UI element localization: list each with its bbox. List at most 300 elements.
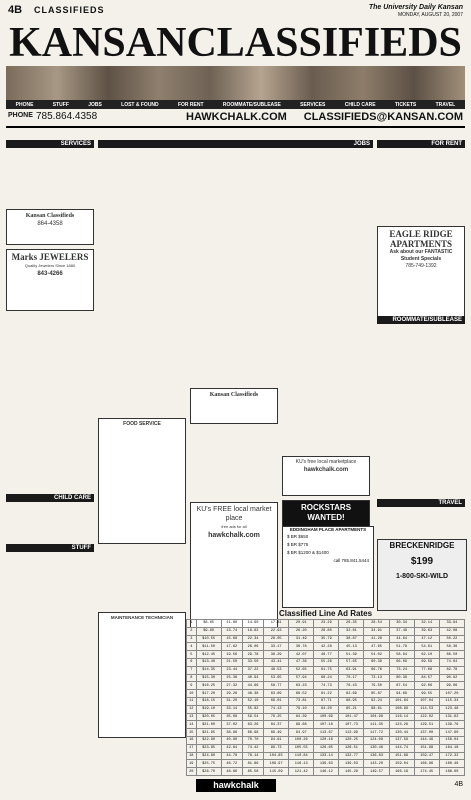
rate-cell: $9.60 xyxy=(196,627,221,635)
nav-jobs[interactable]: JOBS xyxy=(88,101,102,108)
rate-cell: 68.24 xyxy=(314,674,339,682)
rate-cell: 129.51 xyxy=(414,721,439,729)
rate-cell: 99.06 xyxy=(439,682,464,690)
rate-cell: 37.49 xyxy=(389,627,414,635)
rate-cell: 11 xyxy=(187,697,197,705)
rate-cell: $10.55 xyxy=(196,635,221,643)
rate-cell: 23.44 xyxy=(221,666,242,674)
rate-cell: 44.78 xyxy=(221,752,242,760)
rate-cell: 28.54 xyxy=(364,620,389,628)
rate-cell: 89.68 xyxy=(289,721,314,729)
rate-cell: 34.91 xyxy=(364,627,389,635)
rate-row xyxy=(187,643,465,651)
rate-cell: $19.10 xyxy=(196,705,221,713)
rate-cell: 33.17 xyxy=(264,643,289,651)
rate-row xyxy=(187,752,465,760)
rate-cell: 66.76 xyxy=(364,666,389,674)
rate-cell: 28.80 xyxy=(314,627,339,635)
rate-cell: 84.37 xyxy=(264,721,289,729)
rate-cell: 137.00 xyxy=(414,729,439,737)
rate-cell: $11.50 xyxy=(196,643,221,651)
rate-cell: 53.65 xyxy=(264,674,289,682)
rate-row xyxy=(187,674,465,682)
rate-cell: 73.81 xyxy=(289,697,314,705)
rate-cell: 22.34 xyxy=(242,635,263,643)
rate-cell: 120.25 xyxy=(339,736,364,744)
rate-cell: 15.68 xyxy=(221,635,242,643)
rate-cell: 133.14 xyxy=(314,752,339,760)
rate-cell: 74.64 xyxy=(439,658,464,666)
rate-cell: 85.58 xyxy=(242,768,263,776)
rate-cell: 2 xyxy=(187,627,197,635)
rate-cell: 29.26 xyxy=(221,690,242,698)
rate-cell: 130.46 xyxy=(364,744,389,752)
nav-lost-found[interactable]: LOST & FOUND xyxy=(121,101,159,108)
rate-cell: 95.21 xyxy=(339,705,364,713)
rate-cell: 57.94 xyxy=(289,674,314,682)
category-nav xyxy=(6,100,465,109)
phone-label: PHONE xyxy=(8,112,33,119)
eddingham-price-3: $ BR $1200 & $1400 xyxy=(287,550,329,555)
nav-roommate[interactable]: ROOMMATE/SUBLEASE xyxy=(222,101,281,108)
hawkchalk-link[interactable]: hawkchalk.com xyxy=(208,532,260,539)
rate-cell: 33.50 xyxy=(242,658,263,666)
rate-cell: 27.32 xyxy=(221,682,242,690)
breckenridge-phone: 1-800-SKI-WILD xyxy=(395,573,449,580)
email-link[interactable]: CLASSIFIEDS@KANSAN.COM xyxy=(303,111,463,123)
free-marketplace-small-ad xyxy=(282,456,370,496)
nav-phone[interactable]: PHONE xyxy=(15,101,34,108)
rate-cell: 30.34 xyxy=(389,620,414,628)
rate-cell: 41.28 xyxy=(364,635,389,643)
photo-strip xyxy=(6,66,465,102)
rate-cell: 107.20 xyxy=(439,690,464,698)
rate-cell: $21.95 xyxy=(196,729,221,737)
rate-cell: 17.62 xyxy=(221,643,242,651)
rate-cell: 6 xyxy=(187,658,197,666)
rate-cell: 81.86 xyxy=(242,760,263,768)
rate-cell: 3 xyxy=(187,635,197,643)
rate-cell: $13.40 xyxy=(196,658,221,666)
rate-table-title: Classified Line Ad Rates xyxy=(278,609,373,618)
eagle-ridge-title: EAGLE RIDGE APARTMENTS xyxy=(389,229,453,249)
rate-cell: 80.39 xyxy=(389,674,414,682)
rate-cell: 19 xyxy=(187,760,197,768)
kansan-box-title: Kansan Classifieds xyxy=(25,213,75,219)
rate-cell: 39.63 xyxy=(414,627,439,635)
column-2 xyxy=(98,152,186,768)
rate-cell: 48.38 xyxy=(242,690,263,698)
rate-cell: 4 xyxy=(187,643,197,651)
rate-cell: 38.29 xyxy=(264,651,289,659)
rate-row xyxy=(187,697,465,705)
rate-cell: 69.01 xyxy=(264,697,289,705)
page-number: 4B xyxy=(454,781,463,788)
rate-cell: 123.48 xyxy=(439,705,464,713)
rate-cell: 94.69 xyxy=(389,690,414,698)
nav-child-care[interactable]: CHILD CARE xyxy=(344,101,376,108)
rate-cell: 73.13 xyxy=(364,674,389,682)
rate-cell: 61.75 xyxy=(314,666,339,674)
rate-cell: 1 xyxy=(187,620,197,628)
rate-row xyxy=(187,658,465,666)
top-bar xyxy=(6,4,465,18)
stuff-header: STUFF xyxy=(6,544,94,552)
kansan-box-phone: 864-4358 xyxy=(37,221,63,227)
hawkchalk-link-2[interactable]: hawkchalk.com xyxy=(303,467,349,473)
rate-cell: 15 xyxy=(187,729,197,737)
rate-cell: 82.69 xyxy=(339,690,364,698)
contact-bar xyxy=(6,110,465,128)
rate-cell: 43.41 xyxy=(264,658,289,666)
rate-cell: 26.35 xyxy=(339,620,364,628)
rate-cell: 81.22 xyxy=(314,690,339,698)
rate-row xyxy=(187,682,465,690)
rate-cell: 88.95 xyxy=(339,697,364,705)
rate-cell: 14.90 xyxy=(242,620,263,628)
rate-row xyxy=(187,729,465,737)
rate-cell: 38.96 xyxy=(221,729,242,737)
rate-cell: 164.18 xyxy=(439,744,464,752)
rate-cell: $25.75 xyxy=(196,760,221,768)
website-link[interactable]: HAWKCHALK.COM xyxy=(186,111,287,123)
rate-cell: 74.73 xyxy=(314,682,339,690)
rate-cell: 54.02 xyxy=(364,651,389,659)
rate-cell: $22.90 xyxy=(196,736,221,744)
rate-cell: 130.44 xyxy=(389,729,414,737)
rate-cell: 123.29 xyxy=(389,721,414,729)
rate-cell: 122.02 xyxy=(414,713,439,721)
free-ads-label: free ads for all xyxy=(221,524,247,529)
rate-cell: 21.50 xyxy=(221,658,242,666)
rate-cell: 132.77 xyxy=(339,752,364,760)
rate-cell: 74.42 xyxy=(242,744,263,752)
rate-cell: 113.99 xyxy=(339,729,364,737)
rate-cell: 58.77 xyxy=(264,682,289,690)
rate-row xyxy=(187,705,465,713)
marks-subtitle: Quality Jewelers Since 1880 xyxy=(24,263,76,268)
rate-cell: 59.54 xyxy=(242,713,263,721)
rate-cell: 144.74 xyxy=(389,744,414,752)
rate-cell: 117.72 xyxy=(364,729,389,737)
rate-cell: 121.42 xyxy=(289,768,314,776)
rate-cell: 76.43 xyxy=(339,682,364,690)
rate-cell: 110.84 xyxy=(289,752,314,760)
rate-cell: $21.00 xyxy=(196,721,221,729)
rate-cell: 31.49 xyxy=(289,635,314,643)
rate-cell: 79.25 xyxy=(264,713,289,721)
rate-cell: 48.53 xyxy=(264,666,289,674)
rate-cell: 63.26 xyxy=(242,721,263,729)
rate-cell: 115.09 xyxy=(264,768,289,776)
rate-cell: 19.56 xyxy=(221,651,242,659)
nav-tickets[interactable]: TICKETS xyxy=(394,101,417,108)
rate-cell: 70.70 xyxy=(242,736,263,744)
rate-cell: $17.20 xyxy=(196,690,221,698)
eagle-ridge-phone: 785-749-1392 xyxy=(405,263,437,269)
rate-cell: 10 xyxy=(187,690,197,698)
rate-cell: $12.45 xyxy=(196,651,221,659)
breckenridge-title: BRECKENRIDGE xyxy=(389,541,455,550)
rate-cell: 70.17 xyxy=(339,674,364,682)
rate-cell: $24.80 xyxy=(196,752,221,760)
rate-cell: 25.38 xyxy=(221,674,242,682)
for-rent-header: FOR RENT xyxy=(377,140,465,148)
marks-jewelers-ad xyxy=(6,249,94,311)
rate-cell: 48.77 xyxy=(314,651,339,659)
eddingham-title: EDDINGHAM PLACE APARTMENTS xyxy=(289,527,367,532)
nav-services[interactable]: SERVICES xyxy=(300,101,326,108)
rate-cell: 63.89 xyxy=(264,690,289,698)
rate-cell: 116.13 xyxy=(289,760,314,768)
rate-cell: 149.57 xyxy=(364,768,389,776)
kansan-classifieds-box-2 xyxy=(190,388,278,424)
rate-row xyxy=(187,713,465,721)
rate-cell: 159.47 xyxy=(414,752,439,760)
rate-cell: 18.62 xyxy=(242,627,263,635)
rate-row xyxy=(187,744,465,752)
rate-cell: 37.02 xyxy=(221,721,242,729)
phone-number[interactable]: 785.864.4358 xyxy=(36,111,98,122)
column-1 xyxy=(6,152,94,768)
rate-cell: 166.96 xyxy=(414,760,439,768)
rate-cell: $20.05 xyxy=(196,713,221,721)
rate-cell: 16 xyxy=(187,736,197,744)
marks-title: Marks JEWELERS xyxy=(11,252,89,262)
rate-cell: 144.49 xyxy=(414,736,439,744)
rate-cell: 79.50 xyxy=(364,682,389,690)
rate-cell: 33.94 xyxy=(439,620,464,628)
rate-cell: 26.06 xyxy=(242,643,263,651)
rate-cell: 63.23 xyxy=(289,682,314,690)
rate-cell: 12 xyxy=(187,705,197,713)
rate-cell: 115.34 xyxy=(439,697,464,705)
rate-cell: 105.55 xyxy=(289,744,314,752)
rate-cell: 55.26 xyxy=(314,658,339,666)
rate-cell: 11.80 xyxy=(221,620,242,628)
rate-cell: 114.53 xyxy=(414,705,439,713)
rate-cell: 44.64 xyxy=(389,635,414,643)
marks-phone: 843-4266 xyxy=(37,271,63,277)
rate-cell: 46.72 xyxy=(221,760,242,768)
rate-cell: 139.03 xyxy=(339,760,364,768)
rate-cell: 107.18 xyxy=(314,721,339,729)
rate-cell: 45.13 xyxy=(339,643,364,651)
free-market-title: KU's FREE local market place xyxy=(196,506,272,522)
rate-cell: 124.09 xyxy=(364,736,389,744)
rate-cell: 42.84 xyxy=(221,744,242,752)
rate-cell: $23.85 xyxy=(196,744,221,752)
rate-cell: 55.82 xyxy=(242,705,263,713)
rate-cell: 139.76 xyxy=(439,721,464,729)
hawkchalk-logo: hawkchalk xyxy=(196,779,276,792)
rate-row xyxy=(187,690,465,698)
eddingham-price-1: $ BR $650 xyxy=(287,534,309,539)
nav-stuff[interactable]: STUFF xyxy=(52,101,69,108)
rate-cell: 50.22 xyxy=(439,635,464,643)
rate-cell: 108.99 xyxy=(389,705,414,713)
rate-cell: 90.92 xyxy=(439,674,464,682)
food-service-ad xyxy=(98,418,186,544)
rate-cell: 92.06 xyxy=(414,682,439,690)
rate-cell: 180.46 xyxy=(439,760,464,768)
services-header: SERVICES xyxy=(6,140,94,148)
rate-cell: 32.14 xyxy=(414,620,439,628)
rate-cell: 84.57 xyxy=(414,674,439,682)
jobs-header: JOBS xyxy=(98,140,373,148)
rate-cell: 107.04 xyxy=(414,697,439,705)
travel-header: TRAVEL xyxy=(377,499,465,507)
rate-cell: 47.12 xyxy=(414,635,439,643)
rate-cell: 147.90 xyxy=(439,729,464,737)
rate-cell: 35.08 xyxy=(221,713,242,721)
rate-cell: 166.19 xyxy=(389,768,414,776)
rate-cell: 35.79 xyxy=(314,635,339,643)
eagle-ridge-subtitle: Ask about our FANTASTIC Student Specials xyxy=(389,249,453,262)
rate-cell: 47.36 xyxy=(289,658,314,666)
rate-cell: 58.36 xyxy=(439,643,464,651)
rate-cell: 52.10 xyxy=(242,697,263,705)
rate-cell: 52.65 xyxy=(289,666,314,674)
rate-row xyxy=(187,666,465,674)
rate-cell: 8 xyxy=(187,674,197,682)
rate-cell: 40.94 xyxy=(242,674,263,682)
issue-date: MONDAY, AUGUST 20, 2007 xyxy=(397,12,463,18)
rate-cell: 13 xyxy=(187,713,197,721)
rate-cell: 131.62 xyxy=(439,713,464,721)
rate-cell: 63.91 xyxy=(339,666,364,674)
rate-cell: 9 xyxy=(187,682,197,690)
rate-cell: 13.74 xyxy=(221,627,242,635)
rate-row xyxy=(187,635,465,643)
rate-cell: 89.49 xyxy=(264,729,289,737)
footer xyxy=(6,777,465,795)
rate-cell: 111.35 xyxy=(364,721,389,729)
rate-row xyxy=(187,760,465,768)
rate-cell: 28.05 xyxy=(264,635,289,643)
rate-cell: 42.08 xyxy=(439,627,464,635)
rate-row xyxy=(187,736,465,744)
rate-cell: 104.85 xyxy=(264,752,289,760)
rate-cell: 188.60 xyxy=(439,768,464,776)
rate-cell: 82.78 xyxy=(439,666,464,674)
rate-cell: 79.10 xyxy=(289,705,314,713)
rate-cell: $8.65 xyxy=(196,620,221,628)
rate-cell: 77.08 xyxy=(414,666,439,674)
rate-cell: $26.70 xyxy=(196,768,221,776)
rate-cell: 100.26 xyxy=(289,736,314,744)
kansan-classifieds-box xyxy=(6,209,94,245)
section-name: CLASSIFIEDS xyxy=(34,5,105,15)
rate-cell: 48.66 xyxy=(221,768,242,776)
rate-cell: 113.67 xyxy=(314,729,339,737)
rate-cell: 18 xyxy=(187,752,197,760)
rate-cell: 66.98 xyxy=(242,729,263,737)
rate-cell: 120.16 xyxy=(314,736,339,744)
eddingham-ad xyxy=(282,526,374,608)
rate-cell: 104.98 xyxy=(364,713,389,721)
eagle-ridge-ad xyxy=(377,226,465,322)
rate-cell: 14 xyxy=(187,721,197,729)
section-number: 4B xyxy=(8,4,23,16)
nav-travel[interactable]: TRAVEL xyxy=(435,101,456,108)
rate-grid xyxy=(186,619,465,776)
rate-cell: 116.14 xyxy=(389,713,414,721)
rate-cell: 26.20 xyxy=(289,627,314,635)
rate-cell: 20.91 xyxy=(289,620,314,628)
rate-cell: 54.61 xyxy=(414,643,439,651)
rate-cell: 58.94 xyxy=(389,651,414,659)
rate-cell: 156.04 xyxy=(439,736,464,744)
rate-cell: 60.39 xyxy=(364,658,389,666)
rate-cell: 42.28 xyxy=(314,643,339,651)
rate-cell: 66.50 xyxy=(439,651,464,659)
rate-cell: 98.61 xyxy=(364,705,389,713)
classifieds-page xyxy=(6,4,465,796)
child-care-header: CHILD CARE xyxy=(6,494,94,502)
rate-cell: 69.59 xyxy=(414,658,439,666)
kansan-box-2-title: Kansan Classifieds xyxy=(209,392,259,398)
rate-cell: $15.30 xyxy=(196,674,221,682)
rate-cell: 94.97 xyxy=(289,729,314,737)
rate-cell: 32.61 xyxy=(339,627,364,635)
rate-cell: 66.09 xyxy=(389,658,414,666)
rate-row xyxy=(187,620,465,628)
rate-cell: 51.79 xyxy=(389,643,414,651)
rate-cell: 5 xyxy=(187,651,197,659)
rate-cell: $14.35 xyxy=(196,666,221,674)
breckenridge-ad xyxy=(377,539,467,611)
rate-cell: 126.65 xyxy=(314,744,339,752)
rate-cell: 7 xyxy=(187,666,197,674)
rate-cell: 99.55 xyxy=(414,690,439,698)
rate-cell: 101.84 xyxy=(389,697,414,705)
rate-cell: 74.13 xyxy=(264,705,289,713)
rate-cell: 159.04 xyxy=(389,760,414,768)
rate-cell: 139.63 xyxy=(314,760,339,768)
rate-table xyxy=(186,609,465,774)
rate-cell: 57.65 xyxy=(339,658,364,666)
rate-row xyxy=(187,721,465,729)
rate-cell: 94.20 xyxy=(314,705,339,713)
rate-cell: 17.81 xyxy=(264,620,289,628)
rate-cell: 146.12 xyxy=(314,768,339,776)
masthead: KANSANCLASSIFIEDS xyxy=(9,20,462,66)
rate-cell: 38.87 xyxy=(339,635,364,643)
rate-cell: 23.29 xyxy=(314,620,339,628)
roommate-header: ROOMMATE/SUBLEASE xyxy=(377,316,465,324)
maintenance-title: MAINTENANCE TECHNICIAN xyxy=(110,615,174,620)
rate-cell: 17 xyxy=(187,744,197,752)
rate-cell: 145.29 xyxy=(339,768,364,776)
food-service-title: FOOD SERVICE xyxy=(123,421,161,427)
rate-cell: 101.47 xyxy=(339,713,364,721)
nav-for-rent[interactable]: FOR RENT xyxy=(177,101,204,108)
rate-cell: 68.52 xyxy=(289,690,314,698)
rate-cell: 100.69 xyxy=(314,713,339,721)
rate-cell: 126.51 xyxy=(339,744,364,752)
rate-cell: 143.20 xyxy=(364,760,389,768)
rate-cell: 151.98 xyxy=(414,744,439,752)
free-market-small-title: KU's free local marketplace xyxy=(295,459,357,465)
rate-cell: 151.89 xyxy=(389,752,414,760)
eddingham-phone: call 785.841.5444 xyxy=(333,558,369,563)
rate-cell: 85.87 xyxy=(364,690,389,698)
eddingham-price-2: $ BR $775 xyxy=(287,542,309,547)
rate-row xyxy=(187,627,465,635)
rate-cell: 42.07 xyxy=(289,651,314,659)
rate-cell: 137.59 xyxy=(389,736,414,744)
